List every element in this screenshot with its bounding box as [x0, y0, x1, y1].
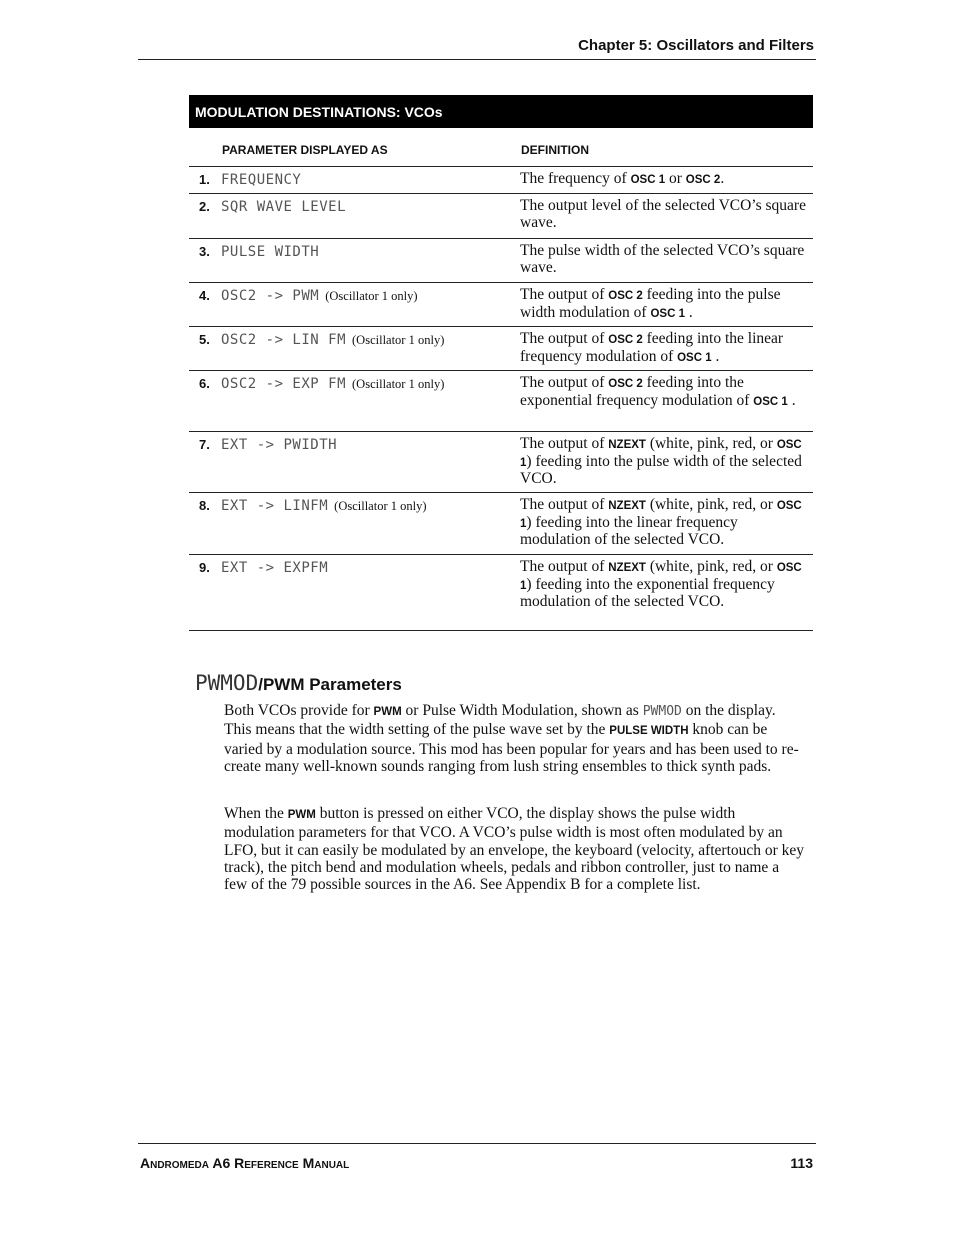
table-row — [189, 326, 813, 370]
heading-lcd-text: PWMOD — [195, 671, 259, 695]
definition-cell — [520, 198, 808, 231]
definition-text: . — [711, 347, 720, 365]
table-row — [189, 370, 813, 431]
table-row — [189, 492, 813, 554]
definition-text: or — [665, 170, 686, 187]
parameter-cell — [221, 243, 325, 261]
footer-manual-title: Andromeda A6 Reference Manual — [140, 1155, 350, 1171]
definition-cell — [520, 375, 808, 410]
lcd-inline: PWMOD — [642, 704, 682, 719]
definition-cell — [520, 331, 808, 366]
definition-text: (white, pink, red, or — [645, 558, 777, 575]
table-row — [189, 554, 813, 631]
table-title: MODULATION DESTINATIONS: VCOs — [189, 95, 813, 128]
parameter-note: (Oscillator 1 only) — [334, 499, 427, 513]
definition-text: The output of — [520, 286, 609, 303]
parameter-note: (Oscillator 1 only) — [352, 333, 445, 347]
definition-cell — [520, 559, 808, 611]
key-label: OSC 2 — [685, 174, 721, 186]
definition-text: The output of — [520, 374, 609, 391]
paragraph-pwm-button — [224, 805, 806, 893]
definition-text: ) feeding into the pulse width of the selected VCO. — [520, 452, 802, 487]
definition-text: The pulse width of the selected VCO’s square wave. — [520, 242, 805, 276]
parameter-note: (Oscillator 1 only) — [352, 377, 445, 391]
parameter-cell — [221, 559, 334, 577]
body-text: knob can be varied by a modulation source. This mod has been popular for years and has been used to re-create many well-known sounds ranging from lush string ensembles to thick synth pads. — [224, 721, 799, 775]
row-number: 5. — [199, 332, 210, 347]
row-number: 7. — [199, 437, 210, 452]
body-text: on the display. This means that the width setting of the pulse wave set by the — [224, 702, 776, 739]
row-number: 1. — [199, 172, 210, 187]
row-number: 2. — [199, 199, 210, 214]
key-label: OSC 1 — [677, 351, 712, 364]
definition-text: . — [684, 303, 693, 321]
lcd-parameter: PULSE WIDTH — [221, 244, 320, 260]
key-label: PWM — [287, 809, 316, 821]
body-text: When the — [224, 805, 288, 822]
definition-text: The output level of the selected VCO’s square wave. — [520, 197, 806, 231]
parameter-cell — [221, 436, 343, 454]
key-label: OSC 1 — [520, 562, 802, 592]
parameter-cell — [221, 375, 444, 393]
lcd-parameter: EXT -> LINFM — [221, 498, 329, 514]
parameter-cell — [221, 331, 444, 349]
definition-cell — [520, 287, 808, 322]
heading-text: /PWM Parameters — [258, 675, 402, 694]
body-text: Both VCOs provide for — [224, 702, 374, 719]
paragraph-pwm-intro — [224, 702, 806, 775]
row-number: 9. — [199, 560, 210, 575]
table-row — [189, 193, 813, 238]
definition-text: The output of — [520, 558, 609, 575]
lcd-parameter: SQR WAVE LEVEL — [221, 199, 347, 215]
section-heading — [195, 671, 402, 695]
definition-cell — [520, 436, 808, 488]
parameter-cell — [221, 171, 307, 189]
row-number: 8. — [199, 498, 210, 513]
key-label: OSC 1 — [630, 174, 666, 186]
key-label: PULSE WIDTH — [609, 725, 689, 738]
parameter-note: (Oscillator 1 only) — [325, 289, 418, 303]
key-label: OSC 1 — [650, 307, 685, 320]
definition-text: . — [787, 391, 796, 409]
lcd-parameter: EXT -> PWIDTH — [221, 437, 338, 453]
key-label: OSC 2 — [608, 378, 643, 390]
lcd-parameter: OSC2 -> EXP FM — [221, 376, 347, 392]
key-label: NZEXT — [608, 562, 646, 574]
column-header-definition: DEFINITION — [521, 143, 589, 157]
definition-text: The output of — [520, 330, 609, 347]
definition-text: ) feeding into the linear frequency modulation of the selected VCO. — [520, 513, 738, 548]
header-rule — [138, 59, 816, 60]
lcd-parameter: EXT -> EXPFM — [221, 560, 329, 576]
page-number: 113 — [790, 1155, 813, 1171]
key-label: PWM — [373, 706, 402, 718]
table-row — [189, 238, 813, 282]
definition-text: The output of — [520, 435, 609, 452]
column-header-parameter: PARAMETER DISPLAYED AS — [222, 143, 388, 157]
key-label: OSC 2 — [608, 334, 643, 346]
definition-text: The output of — [520, 496, 609, 513]
parameter-cell — [221, 198, 352, 216]
definition-text: feeding into the linear frequency modulation of — [520, 330, 784, 365]
definition-text: feeding into the pulse width modulation of — [520, 286, 781, 321]
definition-cell — [520, 497, 808, 549]
key-label: OSC 1 — [520, 439, 802, 469]
footer-rule — [138, 1143, 816, 1144]
definition-text: (white, pink, red, or — [645, 435, 777, 452]
table-row — [189, 166, 813, 193]
lcd-parameter: OSC2 -> LIN FM — [221, 332, 347, 348]
table-row — [189, 282, 813, 326]
key-label: NZEXT — [608, 439, 646, 451]
definition-cell — [520, 171, 808, 189]
key-label: NZEXT — [608, 500, 646, 512]
key-label: OSC 2 — [608, 290, 643, 302]
row-number: 3. — [199, 244, 210, 259]
definition-text: (white, pink, red, or — [645, 496, 777, 513]
modulation-destinations-table — [189, 166, 813, 631]
body-text: button is pressed on either VCO, the display shows the pulse width modulation parameters for that VCO. A VCO’s pulse width is most often modulated by an LFO, but it can easily be modulated by an envelope, the keyboard (velocity, aftertouch or key track), the pitch bend and modulation wheels, pedals and ribbon controller, just to name a few of the 79 possible sources in the A6. See Appendix B for a complete list. — [224, 805, 805, 894]
row-number: 4. — [199, 288, 210, 303]
definition-text: . — [720, 170, 725, 187]
table-row — [189, 431, 813, 492]
key-label: OSC 1 — [520, 500, 802, 530]
definition-text: feeding into the exponential frequency modulation of — [520, 374, 754, 409]
definition-cell — [520, 243, 808, 276]
parameter-cell — [221, 287, 418, 305]
chapter-title: Chapter 5: Oscillators and Filters — [578, 37, 814, 54]
body-text: or Pulse Width Modulation, shown as — [401, 702, 643, 719]
lcd-parameter: FREQUENCY — [221, 172, 302, 188]
row-number: 6. — [199, 376, 210, 391]
definition-text: The frequency of — [520, 170, 631, 187]
lcd-parameter: OSC2 -> PWM — [221, 288, 320, 304]
key-label: OSC 1 — [753, 395, 788, 408]
parameter-cell — [221, 497, 427, 515]
definition-text: ) feeding into the exponential frequency modulation of the selected VCO. — [520, 575, 775, 610]
